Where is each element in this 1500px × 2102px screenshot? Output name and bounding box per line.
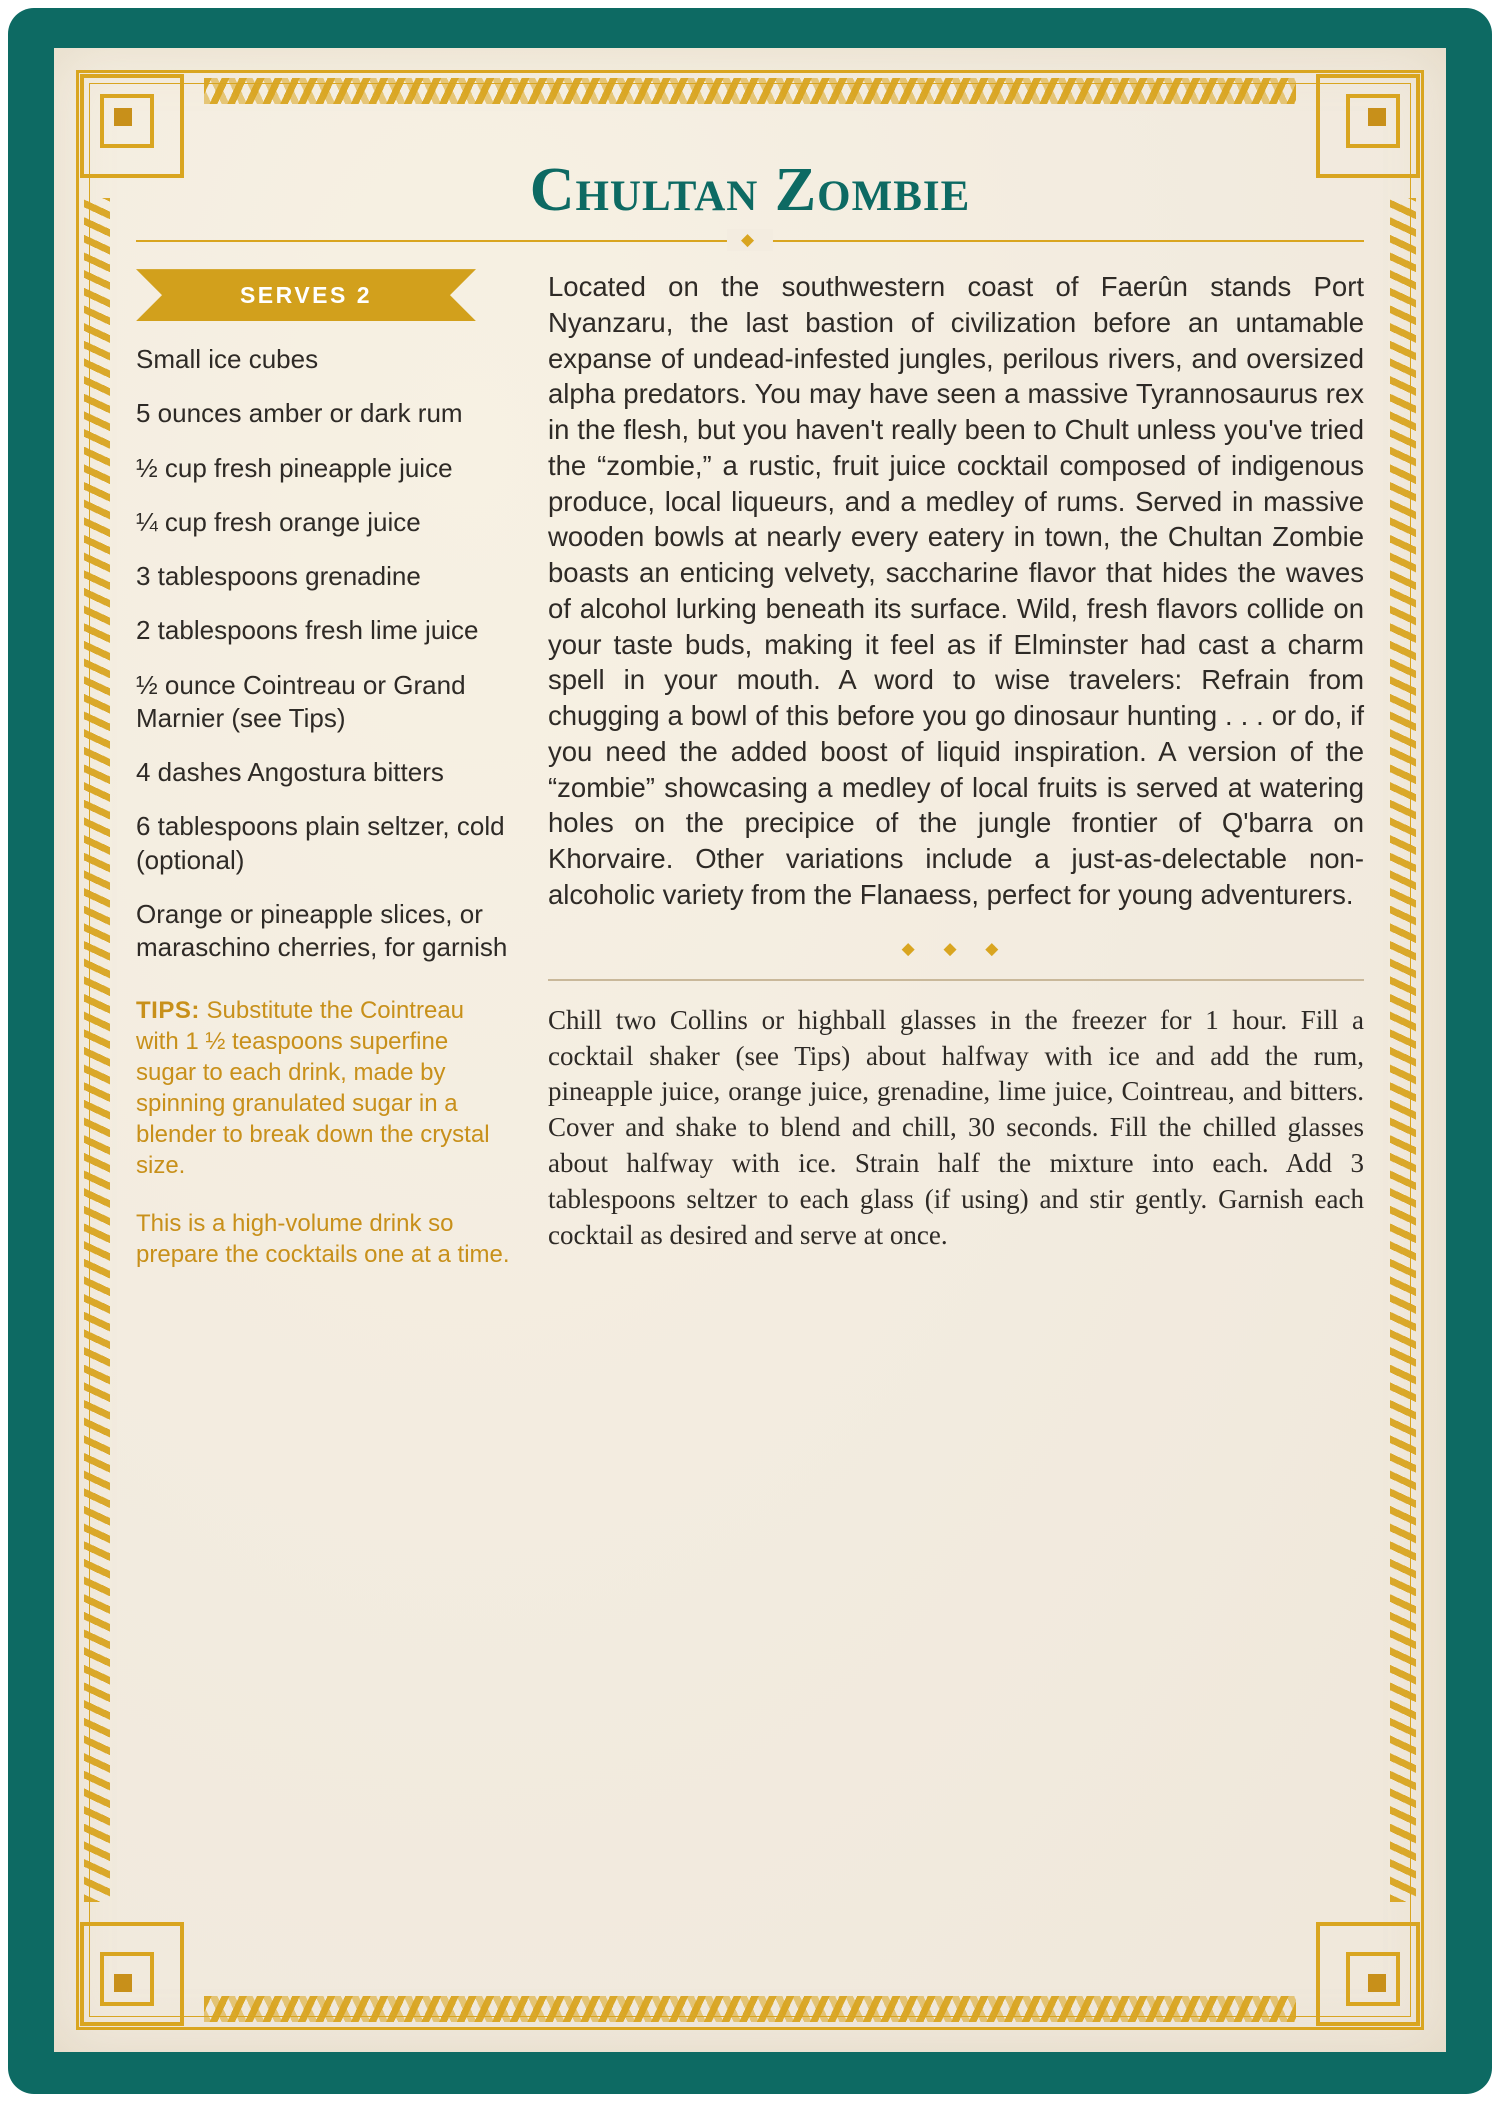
section-divider-line [548,979,1364,981]
card-paper [54,48,1446,2052]
list-item: 4 dashes Angostura bitters [136,757,444,788]
list-item: ¼ cup fresh orange juice [136,506,421,537]
tips-section [136,995,512,1271]
lore-text: Located on the southwestern coast of Faerûn stands Port Nyanzaru, the last bastion of civilization before an untamable expanse of undead-infested jungles, perilous rivers, and oversized alpha predators. You may have seen a massive Tyrannosaurus rex in the flesh, but you haven't really been to Chult unless you've tried the “zombie,” a rustic, fruit juice cocktail composed of indigenous produce, local liqueurs, and a medley of rums. Served in massive wooden bowls at nearly every eatery in town, the Chultan Zombie boasts an enticing velvety, saccharine flavor that hides the waves of alcohol lurking beneath its surface. Wild, fresh flavors collide on your taste buds, making it feel as if Elminster had cast a charm spell in your mouth. A word to wise travelers: Refrain from chugging a bowl of this before you go dinosaur hunting . . . or do, if you need the added boost of liquid inspiration. A version of the “zombie” showcasing a medley of local fruits is served at watering holes on the precipice of the jungle frontier of Q'barra on Khorvaire. Other variations include a just-as-delectable non-alcoholic variety from the Flanaess, perfect for young adventurers. [548,271,1364,910]
chain-ornament-top-inner-icon [204,78,1296,104]
list-item: ½ ounce Cointreau or Grand Marnier (see Tips) [136,669,466,733]
list-item: 3 tablespoons grenadine [136,561,421,592]
list-item: 2 tablespoons fresh lime juice [136,615,479,646]
card-content [136,158,1364,1962]
serves-label: SERVES 2 [239,281,373,308]
tips-text-first: Substitute the Cointreau with 1 ½ teaspoons superfine sugar to each drink, made by spinning granulated sugar in a blender to break down the crystal size. [136,996,490,1180]
list-item: 6 tablespoons plain seltzer, cold (optional) [136,811,505,875]
tips-paragraph-second: This is a high-volume drink so prepare the cocktails one at a time. [136,1209,510,1268]
card-border-teal [8,8,1492,2094]
ingredients-list [136,343,512,964]
recipe-title: Chultan Zombie [529,156,971,224]
list-item: Orange or pineapple slices, or maraschino cherries, for garnish [136,899,508,963]
description-column [548,269,1364,1296]
ingredients-column [136,269,512,1296]
chain-ornament-left-icon [84,198,110,1902]
list-item: Small ice cubes [136,344,319,375]
list-item: ½ cup fresh pineapple juice [136,452,453,483]
tips-paragraph-first [136,995,512,1182]
chain-ornament-right-icon [1390,198,1416,1902]
chain-ornament-bottom-inner-icon [204,1996,1296,2022]
section-divider-dots-icon: ◆ ◆ ◆ [901,938,1011,958]
title-divider-diamond-icon: ◆ [727,229,773,251]
method-text: Chill two Collins or highball glasses in the freezer for 1 hour. Fill a cocktail shaker (see Tips) about halfway with ice and add the rum, pineapple juice, orange juice, grenadine, lime juice, Cointreau, and bitters. Cover and shake to blend and chill, 30 seconds. Fill the chilled glasses about halfway with ice. Strain half the mixture into each. Add 3 tablespoons seltzer to each glass (if using) and stir gently. Garnish each cocktail as desired and serve at once. [548,1004,1364,1251]
list-item: 5 ounces amber or dark rum [136,398,463,429]
title-divider [136,229,1364,251]
serves-banner [136,269,476,321]
two-column-layout [136,269,1364,1296]
tips-label: TIPS: [136,996,200,1024]
